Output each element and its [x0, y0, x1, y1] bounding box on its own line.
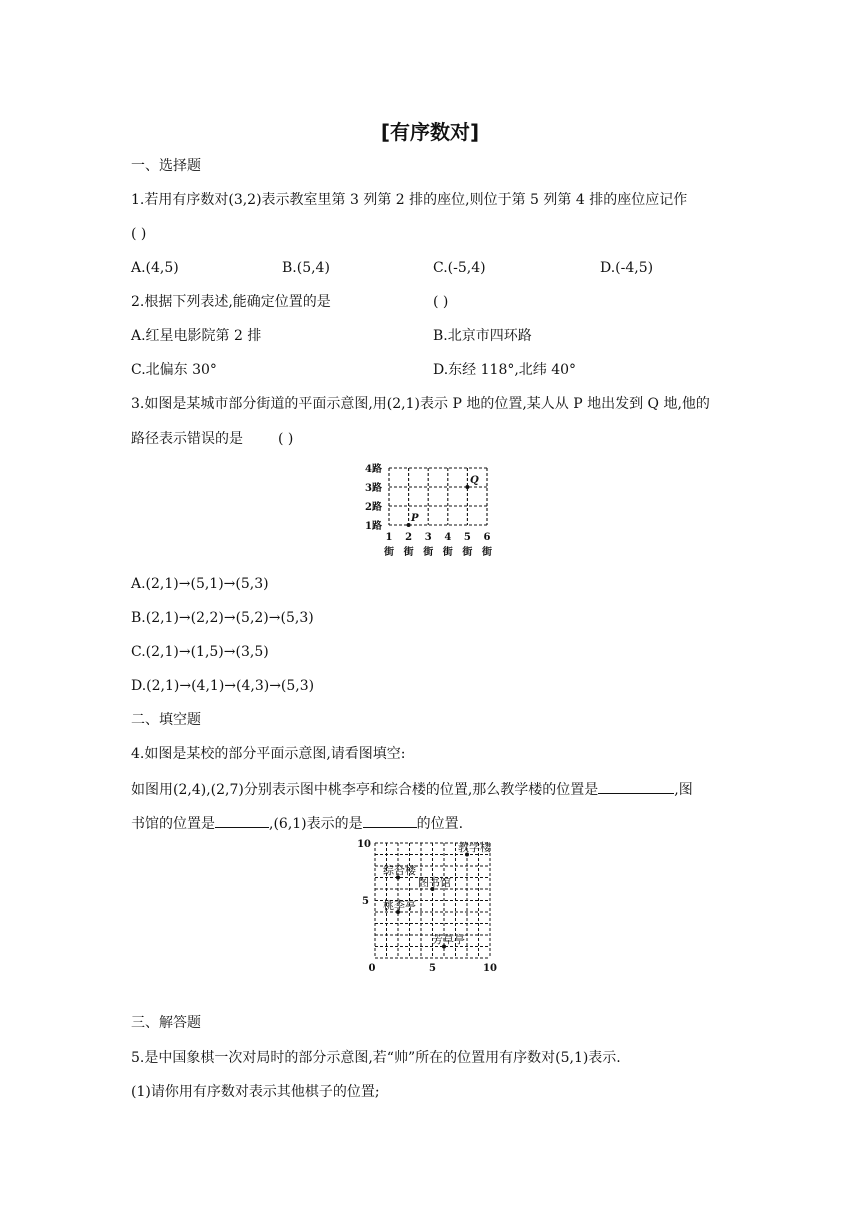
campus-map-figure — [355, 833, 505, 975]
question-2-option-c: C.北偏东 30° — [131, 362, 217, 378]
axis-label-origin: 0 — [368, 963, 376, 974]
question-5-sub-1: (1)请你用有序数对表示其他棋子的位置; — [131, 1084, 380, 1100]
question-4-line-2-text: 书馆的位置是 — [131, 816, 215, 832]
question-3-option-b: B.(2,1)→(2,2)→(5,2)→(5,3) — [131, 610, 314, 626]
street-grid-figure — [360, 458, 500, 564]
answer-blank-place[interactable] — [363, 813, 417, 828]
question-1-option-d: D.(-4,5) — [600, 260, 654, 276]
question-3-stem-line-2: 路径表示错误的是 — [131, 431, 243, 447]
point-p-marker — [407, 523, 411, 527]
question-4-line-2 — [131, 813, 463, 833]
section-heading-choice: 一、选择题 — [131, 158, 201, 174]
answer-blank-teaching-building[interactable] — [598, 779, 674, 794]
section-heading-fill: 二、填空题 — [131, 712, 201, 728]
question-2-answer-paren: ( ) — [433, 294, 449, 310]
col-word: 街 — [423, 547, 434, 558]
col-word: 街 — [403, 547, 414, 558]
question-1-stem: 1.若用有序数对(3,2)表示教室里第 3 列第 2 排的座位,则位于第 5 列第 4 排的座位应记作 — [131, 192, 688, 208]
question-4-line-1-text: 如图用(2,4),(2,7)分别表示图中桃李亭和综合楼的位置,那么教学楼的位置是 — [131, 782, 599, 798]
question-3-option-c: C.(2,1)→(1,5)→(3,5) — [131, 644, 269, 660]
col-word: 街 — [442, 547, 453, 558]
question-3-stem-line-1: 3.如图是某城市部分街道的平面示意图,用(2,1)表示 P 地的位置,某人从 P 地出发到 Q 地,他的 — [131, 396, 710, 412]
question-4-line-2-tail: 的位置. — [416, 816, 464, 832]
col-number-3: 3 — [424, 532, 432, 543]
axis-label-x-5: 5 — [429, 963, 436, 974]
question-1-option-a: A.(4,5) — [131, 260, 179, 276]
place-label-comprehensive-building: 综合楼 — [383, 864, 416, 877]
question-1-answer-paren: ( ) — [131, 226, 147, 242]
question-2-stem: 2.根据下列表述,能确定位置的是 — [131, 294, 331, 310]
question-2-option-b: B.北京市四环路 — [433, 328, 532, 344]
question-4-line-2-mid: ,(6,1)表示的是 — [269, 816, 363, 832]
col-number-6: 6 — [483, 532, 491, 543]
answer-blank-library[interactable] — [215, 813, 269, 828]
col-word: 街 — [384, 547, 394, 558]
question-2-option-a: A.红星电影院第 2 排 — [131, 328, 262, 344]
section-heading-solve: 三、解答题 — [131, 1015, 201, 1031]
row-label-4: 4路 — [365, 464, 382, 475]
question-3-option-d: D.(2,1)→(4,1)→(4,3)→(5,3) — [131, 678, 315, 694]
axis-label-x-10: 10 — [483, 963, 497, 974]
point-p-label: P — [411, 513, 419, 524]
question-3-option-a: A.(2,1)→(5,1)→(5,3) — [131, 576, 269, 592]
question-1-option-c: C.(-5,4) — [433, 260, 486, 276]
place-label-taoli-pavilion: 桃李亭 — [383, 899, 416, 912]
col-number-1: 1 — [385, 532, 393, 543]
row-label-1: 1路 — [365, 521, 382, 532]
question-5-stem: 5.是中国象棋一次对局时的部分示意图,若“帅”所在的位置用有序数对(5,1)表示. — [131, 1050, 621, 1066]
question-1-option-b: B.(5,4) — [282, 260, 330, 276]
row-label-3: 3路 — [365, 483, 382, 494]
axis-label-y-10: 10 — [357, 839, 371, 850]
col-number-5: 5 — [463, 532, 471, 543]
point-q-label: Q — [470, 475, 479, 486]
question-3-answer-paren: ( ) — [278, 431, 294, 447]
place-label-fangcao-pavilion: 芳草亭 — [432, 933, 465, 946]
col-word: 街 — [462, 547, 473, 558]
col-number-4: 4 — [444, 532, 452, 543]
question-4-stem: 4.如图是某校的部分平面示意图,请看图填空: — [131, 746, 406, 762]
page-title: [有序数对] — [380, 120, 480, 144]
col-number-2: 2 — [405, 532, 413, 543]
question-4-line-1-tail: ,图 — [674, 782, 693, 798]
question-4-line-1 — [131, 779, 693, 799]
question-2-option-d: D.东经 118°,北纬 40° — [433, 362, 577, 378]
place-label-library: 图书馆 — [418, 876, 451, 889]
place-label-teaching-building: 教学楼 — [458, 841, 491, 854]
row-label-2: 2路 — [365, 502, 382, 513]
point-q-marker — [465, 485, 469, 489]
axis-label-y-5: 5 — [362, 896, 369, 907]
col-word: 街 — [482, 547, 492, 558]
